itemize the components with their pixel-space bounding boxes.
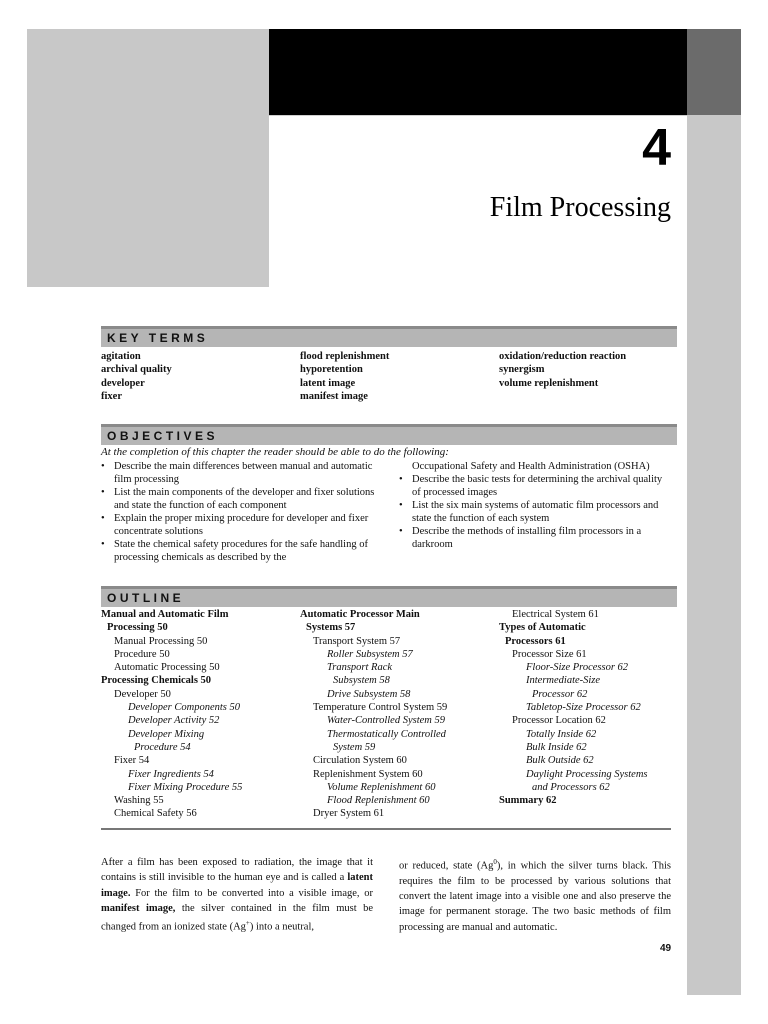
key-term: latent image: [300, 377, 356, 389]
outline-entry: Replenishment System 60: [313, 768, 423, 780]
outline-entry: Thermostatically Controlled: [327, 728, 446, 740]
body-text-run: the silver contained in the film must be changed from an ionized state (Ag: [101, 902, 373, 933]
key-terms-list: [101, 350, 671, 403]
outline-entry: Manual and Automatic Film: [101, 609, 229, 620]
outline-entry: Daylight Processing Systems: [526, 768, 648, 780]
outline-entry: and Processors 62: [532, 781, 610, 793]
outline-entry: Intermediate-Size: [526, 675, 601, 687]
key-term: manifest image: [300, 390, 368, 402]
outline-entry: Transport Rack: [327, 662, 393, 674]
outline-entry: Processing 50: [107, 622, 168, 634]
outline-heading: OUTLINE: [101, 586, 677, 607]
key-terms-column-1: [101, 350, 300, 403]
body-text-run: +: [245, 919, 250, 928]
outline-entry: Fixer 54: [114, 755, 150, 767]
key-term: flood replenishment: [300, 351, 390, 362]
key-term: archival quality: [101, 364, 172, 376]
outline-entry: Water-Controlled System 59: [327, 715, 446, 727]
outline-entry: Procedure 54: [134, 741, 191, 753]
key-terms-heading: KEY TERMS: [101, 326, 677, 347]
outline-list: [101, 608, 671, 821]
outline-entry: Fixer Ingredients 54: [128, 768, 214, 780]
outline-entry: Subsystem 58: [333, 675, 390, 687]
objectives-column-1: [101, 460, 399, 564]
outline-entry: Electrical System 61: [512, 609, 599, 620]
outline-entry: Summary 62: [499, 795, 557, 807]
outline-entry: Bulk Outside 62: [526, 755, 594, 767]
body-text-run: ), in which the silver turns black. This requires the film to be processed by various solutions that convert the latent image into a visible one and also preserve the image for permanent storage. The two basic methods of film processing are manual and automatic.: [399, 860, 671, 933]
body-text-run: After a film has been exposed to radiation, the image that it contains is still invisible to the human eye and is called a: [101, 857, 373, 884]
body-text-run: or reduced, state (Ag: [399, 860, 494, 872]
outline-entry: Bulk Inside 62: [526, 741, 587, 753]
outline-column-3: [499, 608, 671, 821]
outline-entry: Chemical Safety 56: [114, 808, 197, 820]
chapter-title: Film Processing: [489, 192, 671, 223]
outline-entry: Processor Location 62: [512, 715, 606, 727]
outline-entry: Procedure 50: [114, 648, 170, 660]
objectives-list: [101, 460, 671, 564]
objectives-column-2: [399, 460, 671, 564]
outline-entry: Types of Automatic: [499, 622, 586, 634]
outline-entry: Automatic Processing 50: [114, 662, 220, 674]
outline-entry: Floor-Size Processor 62: [526, 662, 629, 674]
key-terms-column-2: [300, 350, 499, 403]
key-term-inline: manifest image,: [101, 902, 176, 914]
section-divider: [101, 828, 671, 830]
key-terms-column-3: [499, 350, 671, 403]
chapter-number: 4: [642, 119, 671, 177]
outline-entry: Developer Activity 52: [128, 715, 220, 727]
outline-entry: Washing 55: [114, 795, 164, 807]
key-term: hyporetention: [300, 364, 363, 376]
outline-entry: Fixer Mixing Procedure 55: [128, 781, 243, 793]
outline-entry: Dryer System 61: [313, 808, 385, 820]
outline-entry: Processor 62: [532, 688, 588, 700]
outline-entry: Temperature Control System 59: [313, 702, 448, 714]
key-term: developer: [101, 377, 145, 389]
outline-entry: Developer Mixing: [128, 728, 205, 740]
key-term-inline: latent image.: [101, 872, 373, 899]
objective-item-continued: Occupational Safety and Health Administration (OSHA): [412, 461, 650, 472]
chapter-tab-marker: [687, 29, 741, 115]
outline-entry: Automatic Processor Main: [300, 609, 420, 620]
objective-item: • List the six main systems of automatic film processors and state the function of each system: [399, 499, 671, 525]
objective-item: • State the chemical safety procedures for the safe handling of processing chemicals as described by the: [101, 538, 391, 564]
body-paragraph-part-2: [399, 855, 671, 935]
outline-entry: Roller Subsystem 57: [327, 648, 413, 660]
key-term: volume replenishment: [499, 377, 599, 389]
outline-entry: Volume Replenishment 60: [327, 781, 436, 793]
objective-item: • Describe the basic tests for determining the archival quality of processed images: [399, 473, 671, 499]
page-edge-strip: [687, 115, 741, 995]
key-term: agitation: [101, 351, 141, 362]
outline-entry: Tabletop-Size Processor 62: [526, 702, 641, 714]
outline-entry: Circulation System 60: [313, 755, 407, 767]
objective-item: • List the main components of the developer and fixer solutions and state the function of each component: [101, 486, 391, 512]
page-number: 49: [660, 943, 672, 954]
outline-entry: Developer Components 50: [128, 702, 240, 714]
outline-entry: Manual Processing 50: [114, 635, 208, 647]
objective-item: • Explain the proper mixing procedure for developer and fixer concentrate solutions: [101, 512, 391, 538]
objectives-heading: OBJECTIVES: [101, 424, 677, 445]
outline-entry: Developer 50: [114, 688, 171, 700]
outline-column-1: [101, 608, 300, 821]
body-text-run: 0: [493, 858, 497, 866]
outline-entry: Flood Replenishment 60: [327, 795, 430, 807]
outline-entry: Drive Subsystem 58: [327, 688, 411, 700]
outline-entry: Processing Chemicals 50: [101, 675, 212, 687]
outline-column-2: [300, 608, 499, 821]
outline-entry: Totally Inside 62: [526, 728, 597, 740]
decorative-gray-block: [27, 29, 269, 287]
objective-item: • Describe the main differences between manual and automatic film processing: [101, 460, 391, 486]
key-term: fixer: [101, 390, 122, 402]
key-term: synergism: [499, 364, 545, 376]
objectives-intro: At the completion of this chapter the reader should be able to do the following:: [101, 446, 449, 458]
objective-item: • Describe the methods of installing film processors in a darkroom: [399, 525, 671, 551]
outline-entry: Transport System 57: [313, 635, 401, 647]
outline-entry: Systems 57: [306, 622, 356, 634]
outline-entry: Processors 61: [505, 635, 566, 647]
body-text-run: ) into a neutral,: [249, 921, 315, 933]
chapter-label: CHAPTER: [533, 92, 671, 117]
outline-entry: System 59: [333, 741, 376, 753]
outline-entry: Processor Size 61: [512, 648, 587, 660]
body-text-run: For the film to be converted into a visible image, or: [130, 887, 373, 899]
body-paragraph-part-1: [101, 855, 373, 935]
key-term: oxidation/reduction reaction: [499, 351, 627, 362]
